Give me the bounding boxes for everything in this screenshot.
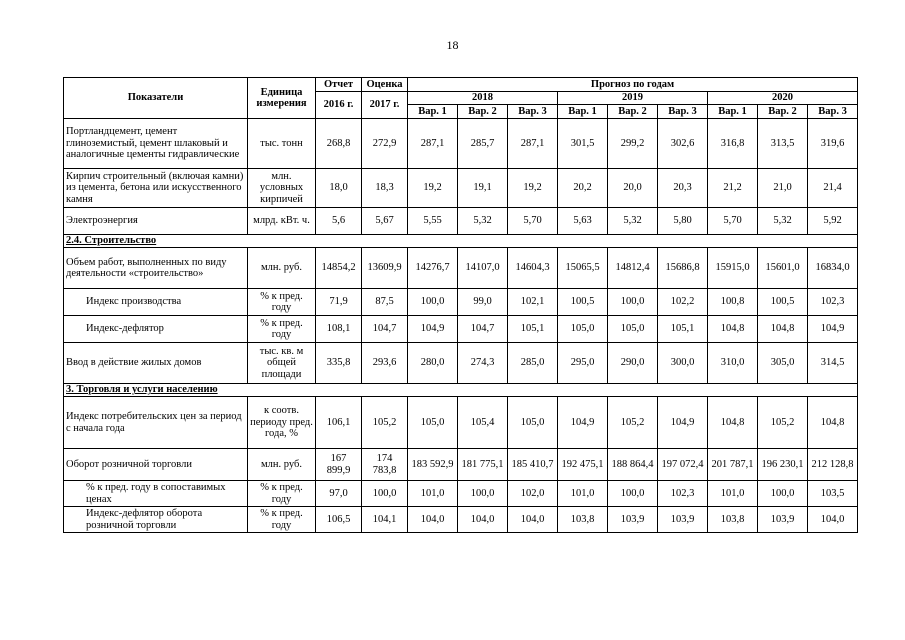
unit-cell: % к пред. году — [248, 289, 316, 316]
unit-cell: % к пред. году — [248, 316, 316, 343]
table-body — [64, 119, 858, 533]
value-cell: 105,0 — [508, 397, 558, 449]
table-row — [64, 397, 858, 449]
value-cell: 105,1 — [658, 316, 708, 343]
value-cell: 5,63 — [558, 208, 608, 235]
value-cell: 104,0 — [458, 507, 508, 533]
page-number: 18 — [446, 38, 459, 52]
table-row — [64, 119, 858, 169]
value-cell: 19,2 — [408, 169, 458, 208]
value-cell: 100,5 — [758, 289, 808, 316]
unit-cell: млн. условных кирпичей — [248, 169, 316, 208]
value-cell: 101,0 — [558, 481, 608, 507]
value-cell: 100,0 — [408, 289, 458, 316]
value-cell: 104,8 — [758, 316, 808, 343]
value-cell: 319,6 — [808, 119, 858, 169]
value-cell: 299,2 — [608, 119, 658, 169]
header-variant: Вар. 1 — [558, 105, 608, 119]
value-cell: 5,70 — [708, 208, 758, 235]
value-cell: 181 775,1 — [458, 449, 508, 481]
value-cell: 290,0 — [608, 343, 658, 384]
value-cell: 102,3 — [658, 481, 708, 507]
table-row — [64, 208, 858, 235]
value-cell: 5,70 — [508, 208, 558, 235]
header-variant: Вар. 2 — [758, 105, 808, 119]
value-cell: 105,2 — [362, 397, 408, 449]
value-cell: 101,0 — [408, 481, 458, 507]
value-cell: 103,9 — [658, 507, 708, 533]
unit-cell: тыс. кв. м общей площади — [248, 343, 316, 384]
value-cell: 285,7 — [458, 119, 508, 169]
value-cell: 5,6 — [316, 208, 362, 235]
table-row — [64, 507, 858, 533]
indicator-name: Ввод в действие жилых домов — [64, 343, 248, 384]
value-cell: 102,3 — [808, 289, 858, 316]
table-row — [64, 248, 858, 289]
value-cell: 20,2 — [558, 169, 608, 208]
value-cell: 5,92 — [808, 208, 858, 235]
header-unit: Единица измерения — [248, 78, 316, 119]
value-cell: 14107,0 — [458, 248, 508, 289]
header-estimate: Оценка — [362, 78, 408, 92]
value-cell: 212 128,8 — [808, 449, 858, 481]
value-cell: 100,5 — [558, 289, 608, 316]
value-cell: 104,9 — [658, 397, 708, 449]
value-cell: 100,0 — [362, 481, 408, 507]
value-cell: 5,55 — [408, 208, 458, 235]
value-cell: 201 787,1 — [708, 449, 758, 481]
value-cell: 287,1 — [508, 119, 558, 169]
value-cell: 196 230,1 — [758, 449, 808, 481]
indicator-name: Портландцемент, цемент глиноземистый, цемент шлаковый и аналогичные цементы гидравлические — [64, 119, 248, 169]
value-cell: 106,1 — [316, 397, 362, 449]
value-cell: 16834,0 — [808, 248, 858, 289]
indicator-name: Кирпич строительный (включая камни) из цемента, бетона или искусственного камня — [64, 169, 248, 208]
value-cell: 21,2 — [708, 169, 758, 208]
value-cell: 97,0 — [316, 481, 362, 507]
section-row — [64, 384, 858, 397]
value-cell: 268,8 — [316, 119, 362, 169]
value-cell: 100,0 — [758, 481, 808, 507]
section-title: 2.4. Строительство — [64, 235, 858, 248]
value-cell: 104,8 — [708, 397, 758, 449]
unit-cell: млн. руб. — [248, 248, 316, 289]
value-cell: 105,0 — [558, 316, 608, 343]
table-row — [64, 169, 858, 208]
indicator-name: Индекс потребительских цен за период с начала года — [64, 397, 248, 449]
value-cell: 108,1 — [316, 316, 362, 343]
table-row — [64, 449, 858, 481]
header-year-2020: 2020 — [708, 92, 858, 105]
value-cell: 5,67 — [362, 208, 408, 235]
header-variant: Вар. 3 — [658, 105, 708, 119]
table-row — [64, 343, 858, 384]
value-cell: 103,8 — [708, 507, 758, 533]
value-cell: 305,0 — [758, 343, 808, 384]
value-cell: 101,0 — [708, 481, 758, 507]
value-cell: 274,3 — [458, 343, 508, 384]
value-cell: 104,8 — [808, 397, 858, 449]
header-variant: Вар. 2 — [608, 105, 658, 119]
header-variant: Вар. 2 — [458, 105, 508, 119]
header-variant: Вар. 3 — [508, 105, 558, 119]
value-cell: 18,0 — [316, 169, 362, 208]
value-cell: 99,0 — [458, 289, 508, 316]
table-row — [64, 481, 858, 507]
header-variant: Вар. 1 — [408, 105, 458, 119]
value-cell: 105,4 — [458, 397, 508, 449]
value-cell: 104,9 — [558, 397, 608, 449]
value-cell: 302,6 — [658, 119, 708, 169]
value-cell: 105,1 — [508, 316, 558, 343]
unit-cell: млрд. кВт. ч. — [248, 208, 316, 235]
value-cell: 100,0 — [458, 481, 508, 507]
header-forecast: Прогноз по годам — [408, 78, 858, 92]
value-cell: 272,9 — [362, 119, 408, 169]
value-cell: 287,1 — [408, 119, 458, 169]
value-cell: 14812,4 — [608, 248, 658, 289]
unit-cell: % к пред. году — [248, 481, 316, 507]
indicator-name: Индекс-дефлятор — [64, 316, 248, 343]
unit-cell: к соотв. периоду пред. года, % — [248, 397, 316, 449]
value-cell: 13609,9 — [362, 248, 408, 289]
value-cell: 104,9 — [808, 316, 858, 343]
header-report: Отчет — [316, 78, 362, 92]
value-cell: 15601,0 — [758, 248, 808, 289]
value-cell: 167 899,9 — [316, 449, 362, 481]
value-cell: 15915,0 — [708, 248, 758, 289]
value-cell: 5,32 — [758, 208, 808, 235]
header-indicators: Показатели — [64, 78, 248, 119]
value-cell: 174 783,8 — [362, 449, 408, 481]
value-cell: 105,0 — [408, 397, 458, 449]
value-cell: 87,5 — [362, 289, 408, 316]
value-cell: 295,0 — [558, 343, 608, 384]
value-cell: 14854,2 — [316, 248, 362, 289]
value-cell: 100,0 — [608, 481, 658, 507]
header-estimate-year: 2017 г. — [362, 92, 408, 119]
value-cell: 301,5 — [558, 119, 608, 169]
value-cell: 15065,5 — [558, 248, 608, 289]
indicator-name: Объем работ, выполненных по виду деятельности «строительство» — [64, 248, 248, 289]
value-cell: 100,8 — [708, 289, 758, 316]
value-cell: 18,3 — [362, 169, 408, 208]
indicator-name: Индекс-дефлятор оборота розничной торговли — [64, 507, 248, 533]
value-cell: 102,0 — [508, 481, 558, 507]
value-cell: 188 864,4 — [608, 449, 658, 481]
value-cell: 314,5 — [808, 343, 858, 384]
value-cell: 185 410,7 — [508, 449, 558, 481]
value-cell: 335,8 — [316, 343, 362, 384]
value-cell: 21,4 — [808, 169, 858, 208]
value-cell: 310,0 — [708, 343, 758, 384]
value-cell: 300,0 — [658, 343, 708, 384]
indicator-name: Индекс производства — [64, 289, 248, 316]
value-cell: 103,9 — [758, 507, 808, 533]
value-cell: 5,32 — [458, 208, 508, 235]
value-cell: 293,6 — [362, 343, 408, 384]
forecast-table — [63, 77, 858, 533]
value-cell: 104,0 — [808, 507, 858, 533]
value-cell: 20,0 — [608, 169, 658, 208]
value-cell: 103,9 — [608, 507, 658, 533]
value-cell: 14276,7 — [408, 248, 458, 289]
value-cell: 103,5 — [808, 481, 858, 507]
value-cell: 280,0 — [408, 343, 458, 384]
table-row — [64, 289, 858, 316]
value-cell: 105,2 — [608, 397, 658, 449]
value-cell: 104,9 — [408, 316, 458, 343]
value-cell: 15686,8 — [658, 248, 708, 289]
value-cell: 104,7 — [458, 316, 508, 343]
value-cell: 102,2 — [658, 289, 708, 316]
value-cell: 100,0 — [608, 289, 658, 316]
value-cell: 19,2 — [508, 169, 558, 208]
indicator-name: Электроэнергия — [64, 208, 248, 235]
header-variant: Вар. 1 — [708, 105, 758, 119]
header-variant: Вар. 3 — [808, 105, 858, 119]
value-cell: 106,5 — [316, 507, 362, 533]
value-cell: 105,0 — [608, 316, 658, 343]
indicator-name: % к пред. году в сопоставимых ценах — [64, 481, 248, 507]
value-cell: 14604,3 — [508, 248, 558, 289]
value-cell: 104,0 — [408, 507, 458, 533]
value-cell: 104,7 — [362, 316, 408, 343]
value-cell: 104,8 — [708, 316, 758, 343]
value-cell: 313,5 — [758, 119, 808, 169]
value-cell: 103,8 — [558, 507, 608, 533]
unit-cell: млн. руб. — [248, 449, 316, 481]
value-cell: 105,2 — [758, 397, 808, 449]
header-report-year: 2016 г. — [316, 92, 362, 119]
section-row — [64, 235, 858, 248]
header-year-2019: 2019 — [558, 92, 708, 105]
unit-cell: % к пред. году — [248, 507, 316, 533]
value-cell: 192 475,1 — [558, 449, 608, 481]
value-cell: 104,1 — [362, 507, 408, 533]
value-cell: 5,80 — [658, 208, 708, 235]
section-title: 3. Торговля и услуги населению — [64, 384, 858, 397]
table-row — [64, 316, 858, 343]
indicator-name: Оборот розничной торговли — [64, 449, 248, 481]
value-cell: 71,9 — [316, 289, 362, 316]
value-cell: 19,1 — [458, 169, 508, 208]
value-cell: 197 072,4 — [658, 449, 708, 481]
value-cell: 104,0 — [508, 507, 558, 533]
value-cell: 5,32 — [608, 208, 658, 235]
header-year-2018: 2018 — [408, 92, 558, 105]
value-cell: 285,0 — [508, 343, 558, 384]
unit-cell: тыс. тонн — [248, 119, 316, 169]
value-cell: 183 592,9 — [408, 449, 458, 481]
value-cell: 102,1 — [508, 289, 558, 316]
value-cell: 20,3 — [658, 169, 708, 208]
value-cell: 316,8 — [708, 119, 758, 169]
value-cell: 21,0 — [758, 169, 808, 208]
